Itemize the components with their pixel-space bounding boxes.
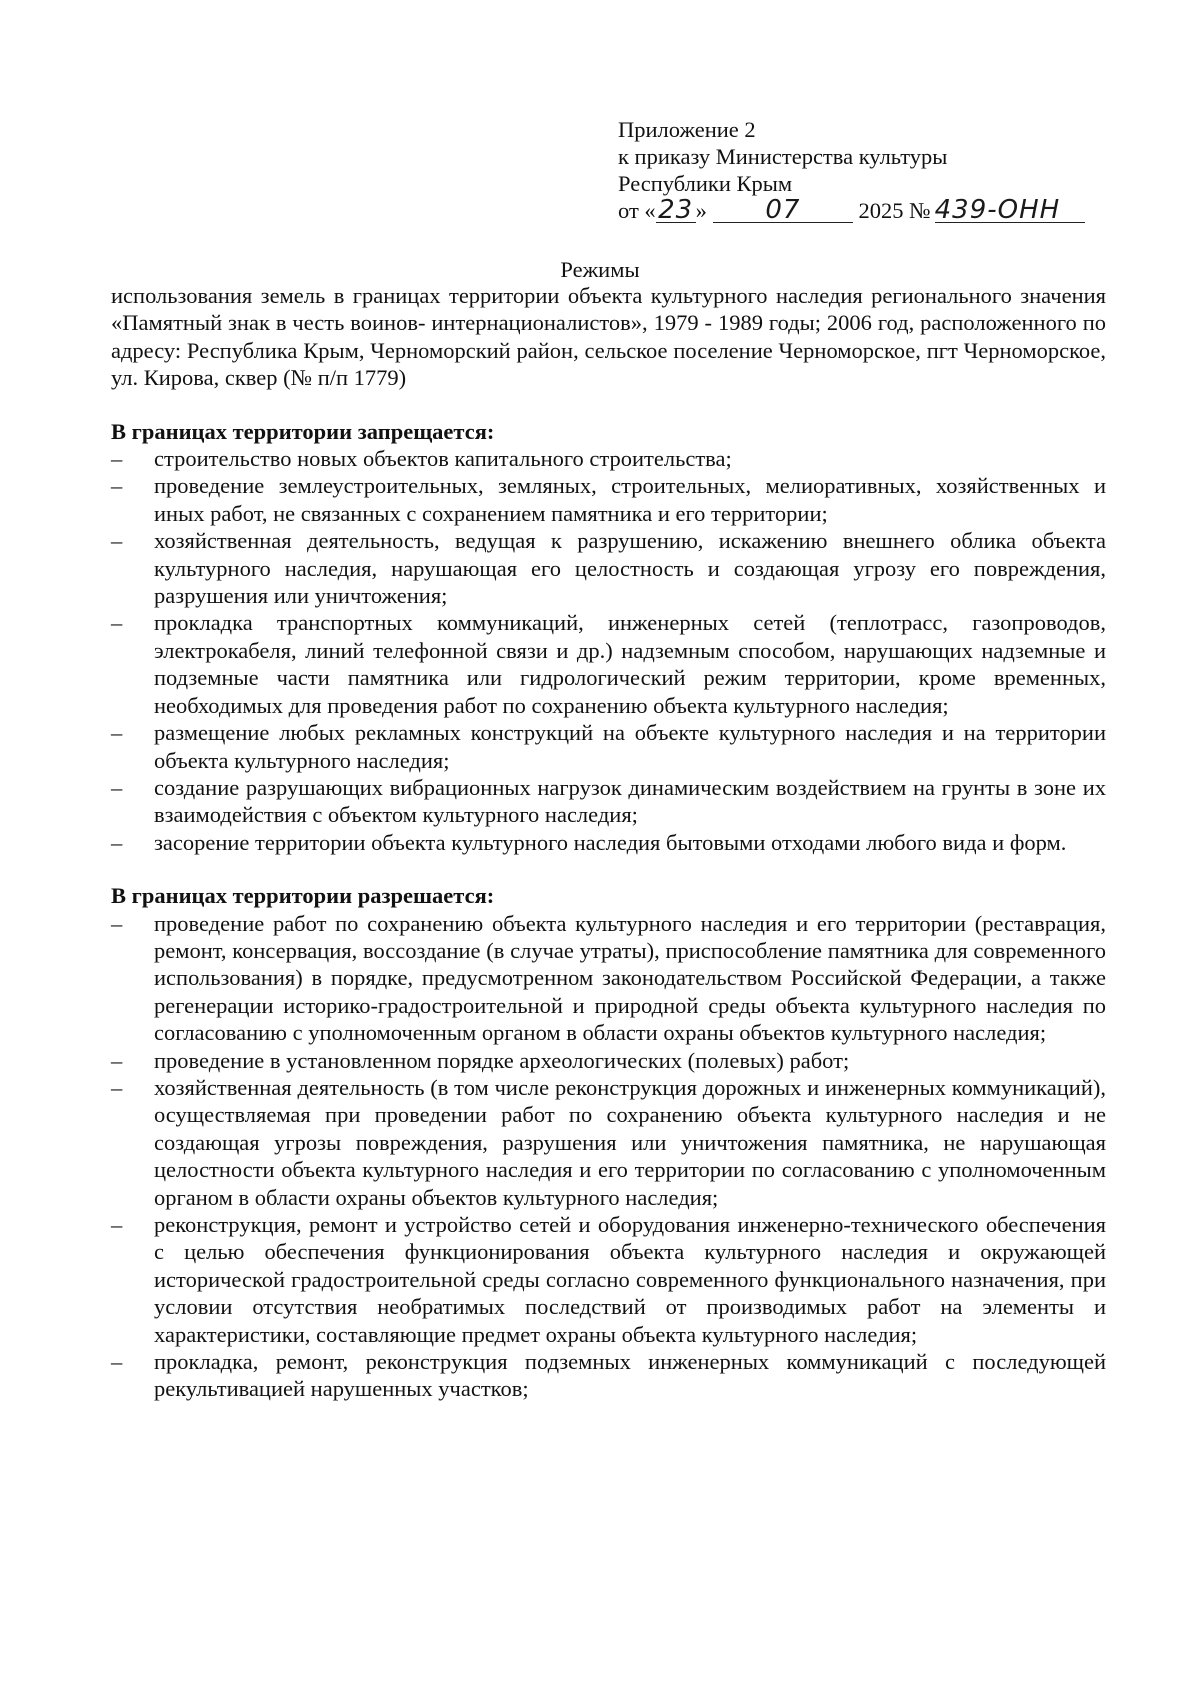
document-body: [111, 282, 1106, 1403]
list-item: [111, 445, 1106, 472]
dash-bullet: –: [111, 473, 123, 499]
order-year: 2025 №: [858, 198, 931, 223]
list-item-text: хозяйственная деятельность (в том числе реконструкция дорожных и инженерных коммуникаций), осуществляемая при проведении работ по сохранению объекта культурного наследия и не создающая угрозы повреждения, разрушения или уничтожения памятника, не нарушающая целостности объекта культурного наследия и его территории по согласованию с уполномоченным органом в области охраны объектов культурного наследия;: [154, 1074, 1106, 1210]
permitted-heading: В границах территории разрешается:: [111, 883, 495, 909]
list-item-text: строительство новых объектов капитального строительства;: [154, 446, 732, 472]
prohibited-list: [111, 445, 1106, 856]
list-item-text: размещение любых рекламных конструкций на объекте культурного наследия и на территории объекта культурного наследия;: [154, 720, 1106, 773]
list-item: [111, 609, 1106, 719]
date-prefix: от «: [618, 198, 656, 223]
list-item: [111, 1348, 1106, 1403]
dash-bullet: –: [111, 446, 123, 472]
dash-bullet: –: [111, 528, 123, 554]
dash-bullet: –: [111, 610, 123, 636]
day-suffix: »: [695, 198, 707, 223]
list-item-text: создание разрушающих вибрационных нагрузок динамическим воздействием на грунты в зоне их взаимодействия с объектом культурного наследия;: [154, 774, 1106, 828]
list-item: [111, 472, 1106, 527]
list-item: [111, 1047, 1106, 1074]
list-item: [111, 1211, 1106, 1348]
list-item-text: хозяйственная деятельность, ведущая к разрушению, искажению внешнего облика объекта культурного наследия, нарушающая его целостность и создающая угрозу его повреждения, разрушения или уничтожения;: [154, 528, 1106, 609]
order-day-handwritten: 23: [658, 195, 694, 225]
list-item: [111, 719, 1106, 774]
list-item-text: прокладка транспортных коммуникаций, инженерных сетей (теплотрасс, газопроводов, электрокабеля, линий телефонной связи и др.) надземным способом, нарушающих надземные и подземные части памятника или гидрологический режим территории, кроме временных, необходимых для проведения работ по сохранению объекта культурного наследия;: [154, 610, 1106, 718]
order-month: [713, 195, 853, 225]
list-item: [111, 1074, 1106, 1211]
list-item-text: прокладка, ремонт, реконструкция подземных инженерных коммуникаций с последующей рекультивацией нарушенных участков;: [154, 1349, 1106, 1402]
republic-name: Республики Крым: [618, 171, 793, 196]
dash-bullet: –: [111, 910, 123, 936]
list-item: [111, 829, 1106, 856]
prohibited-heading: В границах территории запрещается:: [111, 418, 495, 444]
document-title: Режимы: [560, 257, 640, 282]
dash-bullet: –: [111, 1047, 123, 1073]
appendix-label: Приложение 2: [618, 117, 756, 142]
permitted-list: [111, 910, 1106, 1403]
intro-paragraph: использования земель в границах территории объекта культурного наследия регионального значения «Памятный знак в честь воинов- интернационалистов», 1979 - 1989 годы; 2006 год, расположенного по адресу: Республика Крым, Черноморский район, сельское поселение Черноморское, пгт Черноморское, ул. Кирова, сквер (№ п/п 1779): [111, 283, 1106, 391]
order-number-handwritten: 439-ОНН: [934, 195, 1061, 225]
list-item-text: проведение работ по сохранению объекта культурного наследия и его территории (реставрация, ремонт, консервация, воссоздание (в случае утраты), приспособление памятника для современного использования) в порядке, предусмотренном законодательством Российской Федерации, а также регенерации историко-градостроительной и природной среды объекта культурного наследия по согласованию с уполномоченным органом в области охраны объектов культурного наследия;: [154, 910, 1106, 1046]
list-item: [111, 774, 1106, 829]
dash-bullet: –: [111, 829, 123, 855]
order-month-handwritten: 07: [765, 195, 801, 225]
list-item-text: засорение территории объекта культурного наследия бытовыми отходами любого вида и форм.: [154, 829, 1067, 855]
dash-bullet: –: [111, 774, 123, 800]
dash-bullet: –: [111, 1349, 123, 1375]
list-item: [111, 910, 1106, 1047]
list-item-text: реконструкция, ремонт и устройство сетей и оборудования инженерно-технического обеспечения с целью обеспечения функционирования объекта культурного наследия и окружающей исторической градостроительной среды согласно современного функционального назначения, при условии отсутствия необратимых последствий от производимых работ на элементы и характеристики, составляющие предмет охраны объекта культурного наследия;: [154, 1212, 1106, 1347]
order-reference: к приказу Министерства культуры: [618, 144, 948, 169]
order-day: [656, 195, 696, 225]
list-item-text: проведение землеустроительных, земляных, строительных, мелиоративных, хозяйственных и иных работ, не связанных с сохранением памятника и его территории;: [154, 473, 1106, 526]
order-number: [934, 195, 1085, 225]
dash-bullet: –: [111, 720, 123, 746]
order-date-line: [618, 197, 1138, 224]
list-item-text: проведение в установленном порядке археологических (полевых) работ;: [154, 1047, 850, 1073]
list-item: [111, 527, 1106, 609]
dash-bullet: –: [111, 1212, 123, 1237]
dash-bullet: –: [111, 1074, 123, 1100]
appendix-header: [618, 116, 1138, 224]
